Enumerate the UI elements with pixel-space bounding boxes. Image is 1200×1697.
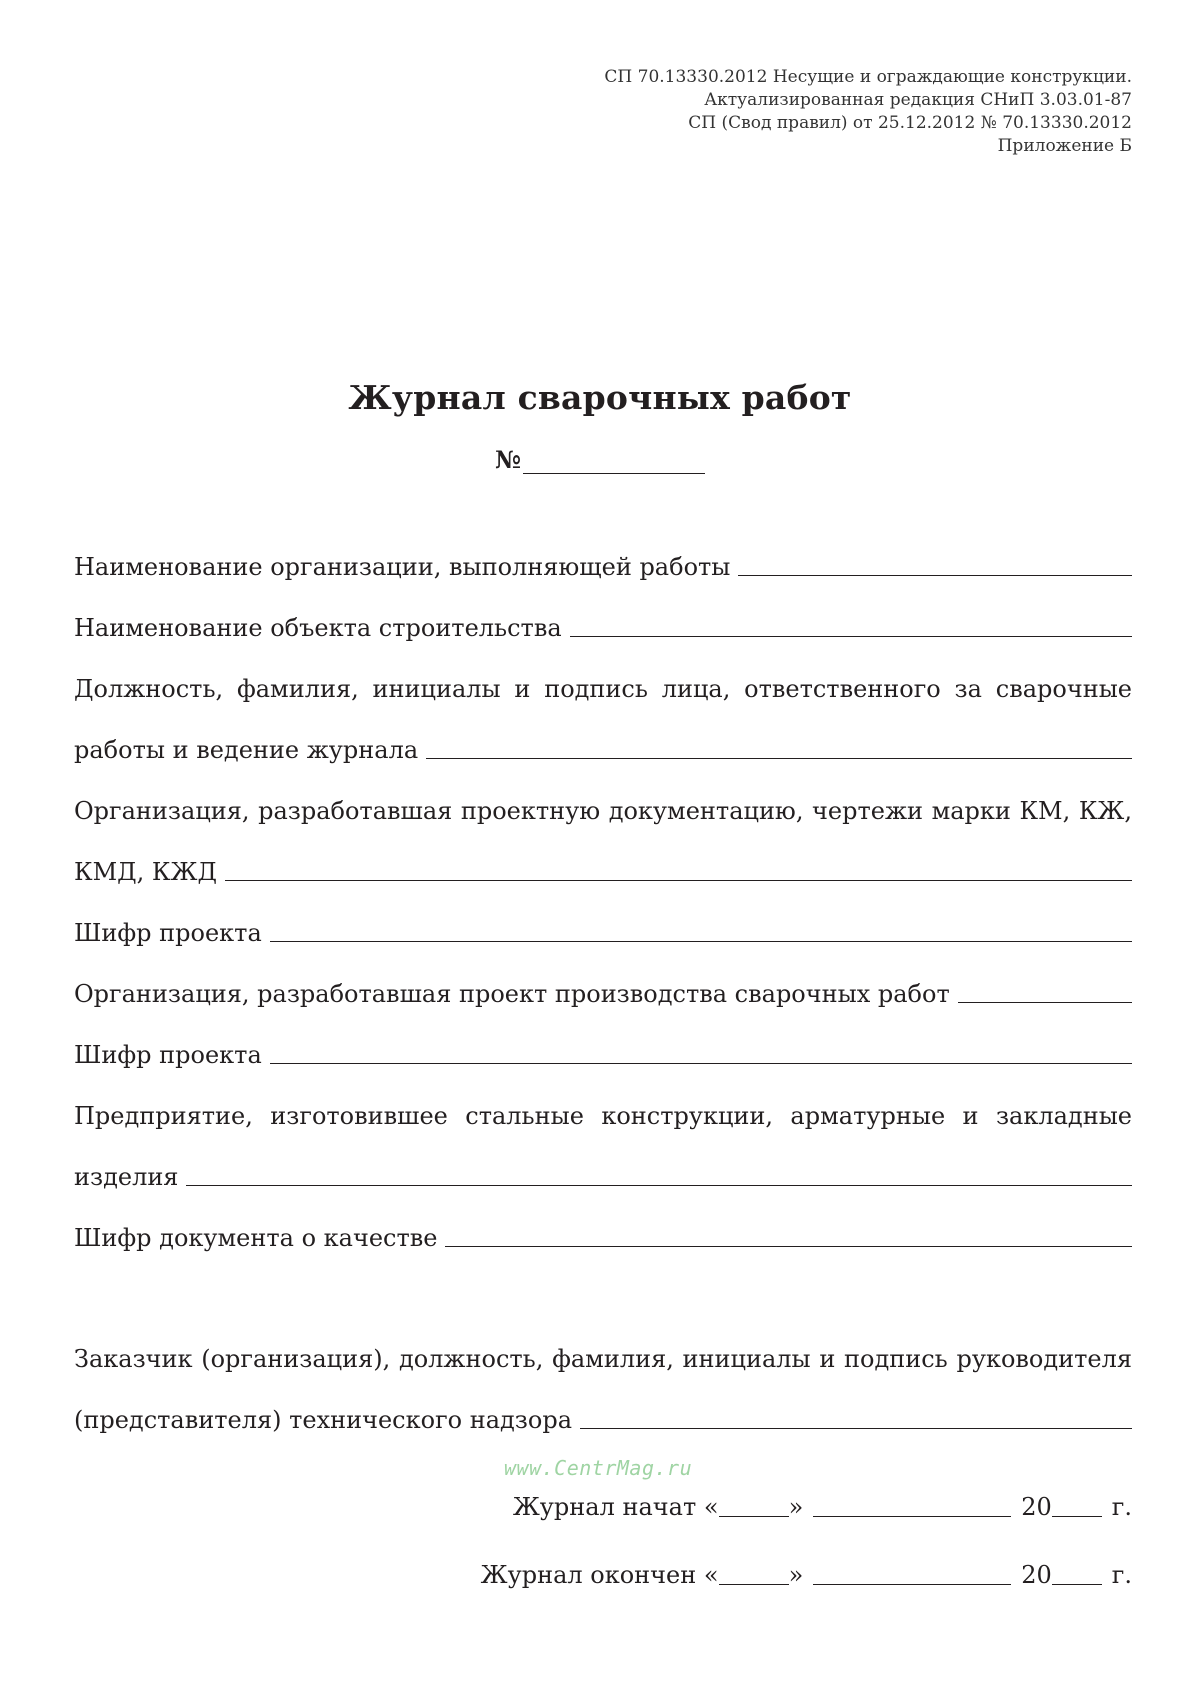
header-line-1: СП 70.13330.2012 Несущие и ограждающие конструкции.: [604, 67, 1132, 87]
field-project-code: [74, 896, 1132, 957]
year-suffix: г.: [1111, 1561, 1132, 1589]
field-label: Предприятие, изготовившее стальные конструкции, арматурные и закладные: [74, 1102, 1132, 1130]
fill-line: [186, 1184, 1132, 1186]
form-fields: [74, 530, 1132, 1444]
day-blank: [719, 1494, 789, 1517]
field-design-organization-cont: [74, 835, 1132, 896]
field-label: Организация, разработавшая проектную документацию, чертежи марки КМ, КЖ,: [74, 797, 1132, 825]
day-blank: [719, 1562, 789, 1585]
field-label: работы и ведение журнала: [74, 736, 419, 764]
field-label: Наименование объекта строительства: [74, 614, 562, 642]
field-label: Наименование организации, выполняющей работы: [74, 553, 731, 581]
field-manufacturer: [74, 1079, 1132, 1140]
month-blank: [813, 1494, 1011, 1517]
field-project-code-2: [74, 1018, 1132, 1079]
field-design-organization: [74, 774, 1132, 835]
number-label: №: [494, 445, 522, 474]
fill-line: [958, 1001, 1132, 1003]
year-blank: [1052, 1562, 1102, 1585]
year-prefix: 20: [1021, 1561, 1052, 1589]
open-quote: «: [703, 1561, 719, 1589]
header-line-4: Приложение Б: [997, 136, 1132, 156]
field-responsible-person: [74, 652, 1132, 713]
field-welding-project-organization: [74, 957, 1132, 1018]
year-suffix: г.: [1111, 1493, 1132, 1521]
field-quality-document-code: [74, 1201, 1132, 1262]
field-label: (представителя) технического надзора: [74, 1406, 573, 1434]
watermark: www.CentrMag.ru: [504, 1456, 693, 1480]
fill-line: [738, 574, 1132, 576]
year-blank: [1052, 1494, 1102, 1517]
header-line-3: СП (Свод правил) от 25.12.2012 № 70.13330.2012: [688, 113, 1132, 133]
close-quote: »: [788, 1493, 804, 1521]
month-blank: [813, 1562, 1011, 1585]
document-header: [604, 66, 1132, 158]
fill-line: [426, 757, 1132, 759]
close-quote: »: [788, 1561, 804, 1589]
fill-line: [225, 879, 1132, 881]
field-label: Заказчик (организация), должность, фамилия, инициалы и подпись руководителя: [74, 1345, 1132, 1373]
field-manufacturer-cont: [74, 1140, 1132, 1201]
journal-number: [0, 445, 1200, 474]
fill-line: [270, 1062, 1132, 1064]
field-label: изделия: [74, 1163, 179, 1191]
field-customer-cont: [74, 1383, 1132, 1444]
fill-line: [580, 1427, 1132, 1429]
started-label: Журнал начат: [512, 1493, 697, 1521]
fill-line: [570, 635, 1132, 637]
journal-started-date: [513, 1493, 1132, 1521]
spacer: [74, 1262, 1132, 1322]
field-label: Шифр проекта: [74, 919, 262, 947]
number-blank-line: [523, 449, 705, 474]
field-label: КМД, КЖД: [74, 858, 217, 886]
field-label: Должность, фамилия, инициалы и подпись лица, ответственного за сварочные: [74, 675, 1132, 703]
journal-ended-date: [481, 1561, 1132, 1589]
year-prefix: 20: [1021, 1493, 1052, 1521]
field-organization: [74, 530, 1132, 591]
field-label: Шифр документа о качестве: [74, 1224, 438, 1252]
header-line-2: Актуализированная редакция СНиП 3.03.01-87: [704, 90, 1132, 110]
open-quote: «: [703, 1493, 719, 1521]
fill-line: [270, 940, 1132, 942]
field-label: Организация, разработавшая проект производства сварочных работ: [74, 980, 950, 1008]
ended-label: Журнал окончен: [480, 1561, 697, 1589]
field-label: Шифр проекта: [74, 1041, 262, 1069]
field-customer: [74, 1322, 1132, 1383]
page-title: Журнал сварочных работ: [348, 378, 852, 417]
field-construction-object: [74, 591, 1132, 652]
field-responsible-person-cont: [74, 713, 1132, 774]
fill-line: [445, 1245, 1132, 1247]
